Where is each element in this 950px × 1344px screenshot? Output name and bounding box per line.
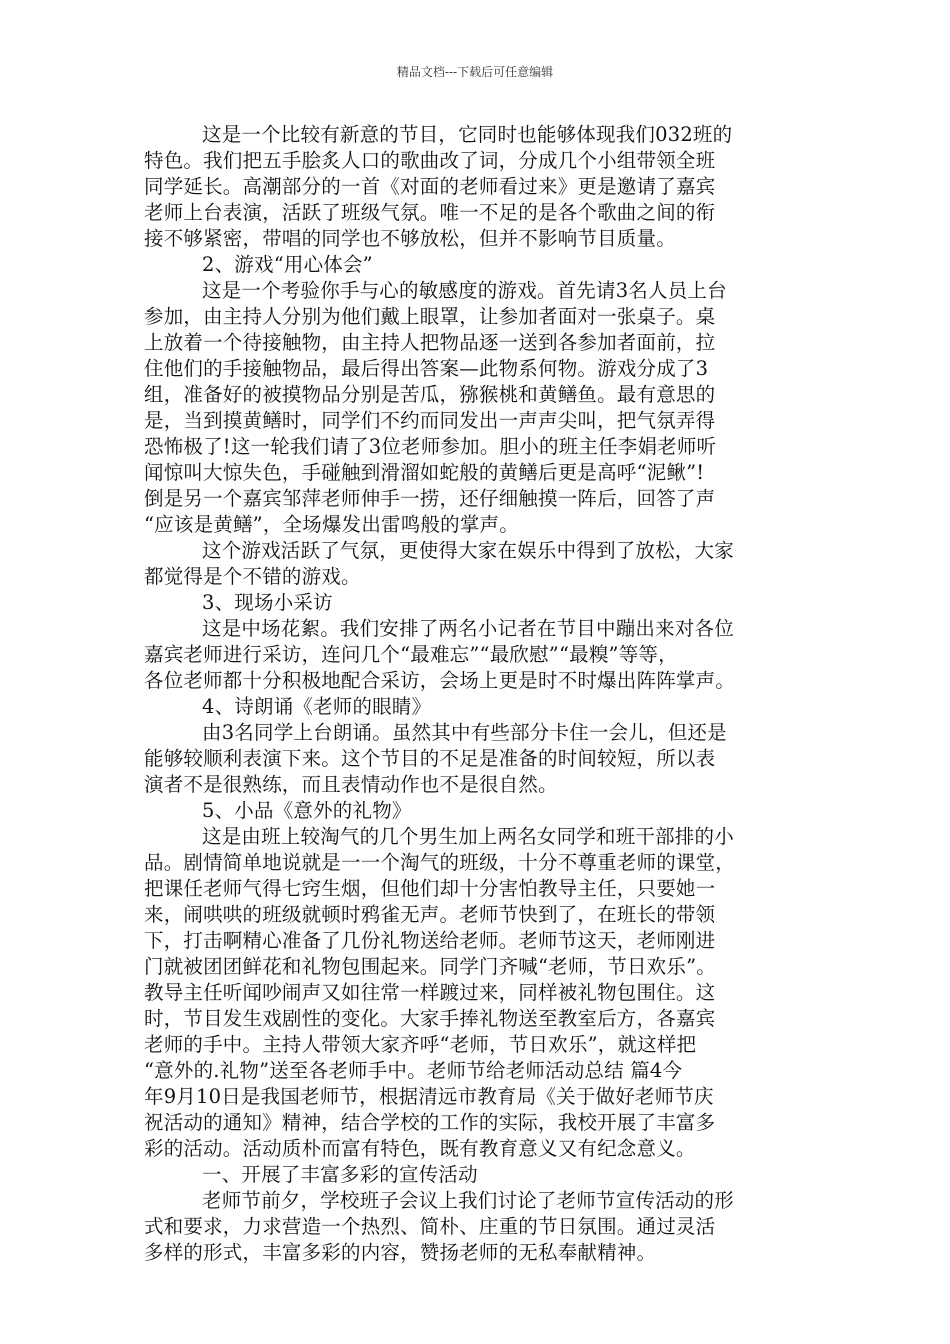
text-line: 闻惊叫大惊失色，手碰触到滑溜如蛇般的黄鳝后更是高呼“泥鳅”! (144, 461, 705, 484)
text-line: 接不够紧密，带唱的同学也不够放松，但并不影响节目质量。 (144, 227, 676, 250)
text-line: 这是中场花絮。我们安排了两名小记者在节目中蹦出来对各位 (202, 617, 734, 640)
text-line: 能够较顺利表演下来。这个节目的不足是准备的时间较短，所以表 (144, 747, 716, 770)
paragraph (144, 252, 808, 278)
text-line: 嘉宾老师进行采访，连问几个“最难忘”“最欣慰”“最糗”等等， (144, 643, 678, 666)
text-line: 倒是另一个嘉宾邹萍老师伸手一捞，还仔细触摸一阵后，回答了声 (144, 487, 716, 510)
text-line: 恐怖极了!这一轮我们请了3位老师参加。胆小的班主任李娟老师听 (144, 435, 717, 458)
text-line: 年9月10日是我国老师节，根据清远市教育局《关于做好老师节庆 (144, 1085, 714, 1108)
text-line: 老师的手中。主持人带领大家齐呼“老师，节日欢乐”，就这样把 (144, 1033, 697, 1056)
text-line: 祝活动的通知》精神，结合学校的工作的实际，我校开展了丰富多 (144, 1111, 716, 1134)
paragraph (144, 122, 808, 252)
paragraph (144, 590, 808, 616)
paragraph (144, 824, 808, 1162)
text-line: “应该是黄鳝”，全场爆发出雷鸣般的掌声。 (144, 513, 519, 536)
text-line: 都觉得是个不错的游戏。 (144, 565, 361, 588)
text-line: 是，当到摸黄鳝时，同学们不约而同发出一声声尖叫，把气氛弄得 (144, 409, 716, 432)
text-line: 2、游戏“用心体会” (202, 253, 373, 276)
text-line: 演者不是很熟练，而且表情动作也不是很自然。 (144, 773, 558, 796)
paragraph (144, 616, 808, 694)
text-line: 5、小品《意外的礼物》 (202, 799, 412, 822)
paragraph (144, 720, 808, 798)
document-body (144, 122, 808, 1266)
text-line: 彩的活动。活动质朴而富有特色，既有教育意义又有纪念意义。 (144, 1137, 696, 1160)
paragraph (144, 1188, 808, 1266)
text-line: 各位老师都十分积极地配合采访，会场上更是时不时爆出阵阵掌声。 (144, 669, 736, 692)
text-line: 这是一个比较有新意的节目，它同时也能够体现我们032班的 (202, 123, 733, 146)
text-line: “意外的.礼物”送至各老师手中。老师节给老师活动总结 篇4今 (144, 1059, 683, 1082)
text-line: 老师节前夕，学校班子会议上我们讨论了老师节宣传活动的形 (202, 1189, 734, 1212)
text-line: 把课任老师气得七窍生烟，但他们却十分害怕教导主任，只要她一 (144, 877, 716, 900)
text-line: 这是一个考验你手与心的敏感度的游戏。首先请3名人员上台 (202, 279, 727, 302)
text-line: 这是由班上较淘气的几个男生加上两名女同学和班干部排的小 (202, 825, 734, 848)
text-line: 式和要求，力求营造一个热烈、简朴、庄重的节日氛围。通过灵活 (144, 1215, 716, 1238)
text-line: 品。剧情简单地说就是一一个淘气的班级，十分不尊重老师的课堂， (144, 851, 736, 874)
text-line: 下，打击啊精心准备了几份礼物送给老师。老师节这天，老师刚进 (144, 929, 716, 952)
text-line: 多样的形式，丰富多彩的内容，赞扬老师的无私奉献精神。 (144, 1241, 657, 1264)
text-line: 这个游戏活跃了气氛，更使得大家在娱乐中得到了放松，大家 (202, 539, 734, 562)
page-header: 精品文档---下载后可任意编辑 (396, 65, 554, 79)
text-line: 3、现场小采访 (202, 591, 333, 614)
text-line: 住他们的手接触物品，最后得出答案—此物系何物。游戏分成了3 (144, 357, 709, 380)
text-line: 同学延长。高潮部分的一首《对面的老师看过来》更是邀请了嘉宾 (144, 175, 716, 198)
text-line: 组，准备好的被摸物品分别是苦瓜，猕猴桃和黄鳝鱼。最有意思的 (144, 383, 716, 406)
paragraph (144, 278, 808, 538)
text-line: 来，闹哄哄的班级就顿时鸦雀无声。老师节快到了，在班长的带领 (144, 903, 716, 926)
text-line: 上放着一个待接触物，由主持人把物品逐一送到各参加者面前，拉 (144, 331, 716, 354)
paragraph (144, 694, 808, 720)
text-line: 4、诗朗诵《老师的眼睛》 (202, 695, 432, 718)
text-line: 一、开展了丰富多彩的宣传活动 (202, 1163, 478, 1186)
text-line: 特色。我们把五手脍炙人口的歌曲改了词，分成几个小组带领全班 (144, 149, 716, 172)
paragraph (144, 538, 808, 590)
text-line: 参加，由主持人分别为他们戴上眼罩，让参加者面对一张桌子。桌 (144, 305, 716, 328)
paragraph (144, 798, 808, 824)
text-line: 门就被团团鲜花和礼物包围起来。同学门齐喊“老师，节日欢乐”。 (144, 955, 716, 978)
text-line: 由3名同学上台朗诵。虽然其中有些部分卡住一会儿，但还是 (202, 721, 727, 744)
text-line: 老师上台表演，活跃了班级气氛。唯一不足的是各个歌曲之间的衔 (144, 201, 716, 224)
text-line: 教导主任听闻吵闹声又如往常一样踱过来，同样被礼物包围住。这 (144, 981, 716, 1004)
text-line: 时，节目发生戏剧性的变化。大家手捧礼物送至教室后方，各嘉宾 (144, 1007, 716, 1030)
paragraph (144, 1162, 808, 1188)
